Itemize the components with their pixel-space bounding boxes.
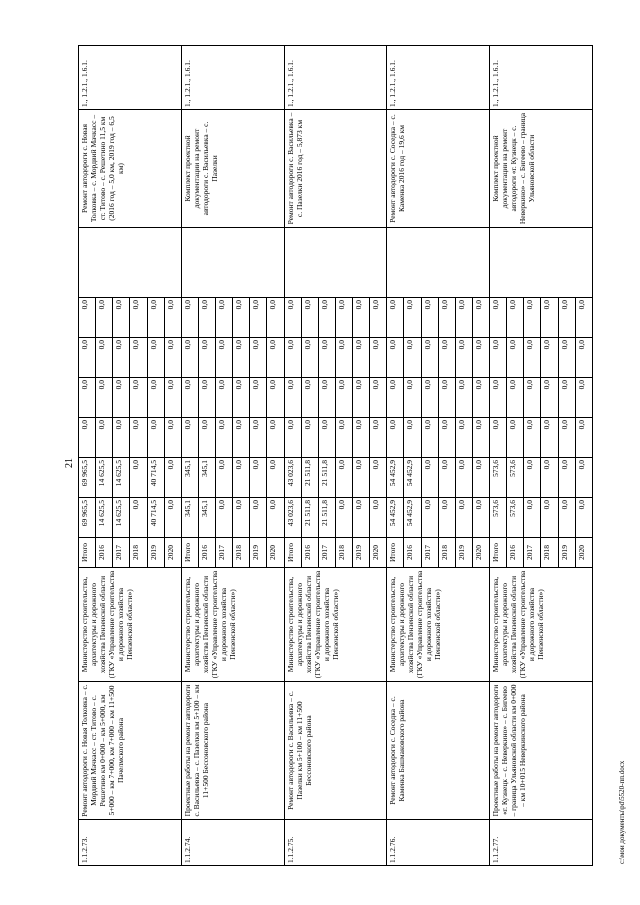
empty-cell <box>181 228 284 298</box>
funding-value: 0,0 <box>96 418 113 458</box>
year-cell: 2017 <box>421 538 438 568</box>
funding-value: 0,0 <box>301 378 318 418</box>
funding-value: 0,0 <box>455 458 472 498</box>
funding-value: 0,0 <box>318 298 335 338</box>
row-executor: Министерство строительства, архитектуры и дорожного хозяйства Пензенской области (ГКУ «Управление строительства и дорожного хозяйства Пензенской области») <box>181 568 284 682</box>
funding-value: 0,0 <box>335 338 352 378</box>
funding-value: 0,0 <box>353 338 370 378</box>
funding-value: 0,0 <box>233 458 250 498</box>
row-indicator-link: 1., 1.2.1., 1.6.1. <box>79 46 182 110</box>
funding-value: 43 023,6 <box>284 458 301 498</box>
row-executor: Министерство строительства, архитектуры и дорожного хозяйства Пензенской области (ГКУ «Управление строительства и дорожного хозяйства Пензенской области») <box>284 568 387 682</box>
funding-value: 0,0 <box>404 338 421 378</box>
funding-value: 0,0 <box>541 338 558 378</box>
table-row <box>387 46 404 866</box>
row-expected-result: Комплект проектной документации на ремонт автодороги «г. Кузнецк – с. Неверкино» – с. Бигеево – граница Ульяновской области <box>490 110 593 228</box>
funding-value: 0,0 <box>575 338 592 378</box>
funding-value: 0,0 <box>490 338 507 378</box>
funding-value: 345,1 <box>198 498 215 538</box>
funding-value: 0,0 <box>96 298 113 338</box>
funding-value: 0,0 <box>490 378 507 418</box>
row-executor: Министерство строительства, архитектуры и дорожного хозяйства Пензенской области (ГКУ «Управление строительства и дорожного хозяйства Пензенской области») <box>387 568 490 682</box>
funding-value: 0,0 <box>164 498 181 538</box>
funding-value: 0,0 <box>216 298 233 338</box>
year-cell: 2018 <box>233 538 250 568</box>
row-activity-name: Ремонт автодороги с. Новая Толковка – с. Мордвий Мачкасс – ст. Титово – с. Решетино км 0+000 – км 5+000, км 5+000 – км 7+000, км 7+000 – км 11+500 Пачелмского района <box>79 682 182 820</box>
year-cell: Итого <box>490 538 507 568</box>
funding-value: 0,0 <box>370 458 387 498</box>
row-expected-result: Комплект проектной документации на ремонт автодороги с. Васильевка – с. Пазелки <box>181 110 284 228</box>
funding-value: 0,0 <box>130 378 147 418</box>
funding-value: 0,0 <box>524 298 541 338</box>
funding-value: 0,0 <box>164 338 181 378</box>
funding-value: 0,0 <box>387 378 404 418</box>
funding-value: 0,0 <box>353 498 370 538</box>
funding-value: 54 452,9 <box>404 458 421 498</box>
funding-value: 0,0 <box>79 418 96 458</box>
year-cell: 2016 <box>404 538 421 568</box>
funding-value: 573,6 <box>507 458 524 498</box>
funding-value: 0,0 <box>558 378 575 418</box>
funding-value: 0,0 <box>455 498 472 538</box>
funding-value: 0,0 <box>250 298 267 338</box>
year-cell: 2017 <box>318 538 335 568</box>
funding-value: 0,0 <box>250 458 267 498</box>
funding-value: 0,0 <box>524 338 541 378</box>
row-activity-name: Проектные работы на ремонт автодороги «г. Кузнецк – с. Неверкино» – с. Бигеево – граница Ульяновской области км 0+000 – км 10+015 Неверкинского района <box>490 682 593 820</box>
funding-value: 0,0 <box>267 378 284 418</box>
table-row <box>181 46 198 866</box>
funding-value: 573,6 <box>490 498 507 538</box>
table-row <box>284 46 301 866</box>
funding-value: 0,0 <box>267 498 284 538</box>
year-cell: 2019 <box>558 538 575 568</box>
funding-value: 0,0 <box>524 378 541 418</box>
funding-value: 573,6 <box>507 498 524 538</box>
row-expected-result: Ремонт автодороги с. Васильевка – с. Пазелки 2016 год – 5,873 км <box>284 110 387 228</box>
funding-value: 0,0 <box>421 338 438 378</box>
year-cell: 2020 <box>267 538 284 568</box>
funding-value: 0,0 <box>353 458 370 498</box>
funding-value: 345,1 <box>198 458 215 498</box>
funding-value: 0,0 <box>472 338 489 378</box>
funding-value: 0,0 <box>370 298 387 338</box>
year-cell: 2020 <box>472 538 489 568</box>
funding-value: 0,0 <box>335 498 352 538</box>
empty-cell <box>284 228 387 298</box>
funding-value: 0,0 <box>250 498 267 538</box>
empty-cell <box>387 228 490 298</box>
funding-value: 0,0 <box>130 298 147 338</box>
row-executor: Министерство строительства, архитектуры и дорожного хозяйства Пензенской области (ГКУ «Управление строительства и дорожного хозяйства Пензенской области») <box>490 568 593 682</box>
funding-value: 54 452,9 <box>387 498 404 538</box>
funding-value: 0,0 <box>387 418 404 458</box>
year-cell: 2019 <box>455 538 472 568</box>
funding-value: 0,0 <box>113 418 130 458</box>
funding-value: 21 511,8 <box>301 498 318 538</box>
funding-value: 0,0 <box>438 298 455 338</box>
funding-value: 0,0 <box>233 298 250 338</box>
funding-value: 0,0 <box>455 418 472 458</box>
funding-value: 0,0 <box>284 378 301 418</box>
funding-value: 0,0 <box>233 498 250 538</box>
row-activity-name: Ремонт автодороги с. Васильевка – с. Пазелки км 5+100 – км 11+500 Бессоновского района <box>284 682 387 820</box>
funding-value: 0,0 <box>318 418 335 458</box>
funding-value: 0,0 <box>96 378 113 418</box>
funding-value: 0,0 <box>284 418 301 458</box>
funding-value: 0,0 <box>404 298 421 338</box>
funding-value: 0,0 <box>353 378 370 418</box>
funding-value: 0,0 <box>472 418 489 458</box>
year-cell: Итого <box>284 538 301 568</box>
year-cell: 2019 <box>250 538 267 568</box>
funding-value: 0,0 <box>198 338 215 378</box>
funding-value: 0,0 <box>216 378 233 418</box>
funding-value: 0,0 <box>130 338 147 378</box>
program-table <box>78 45 593 866</box>
funding-value: 0,0 <box>472 298 489 338</box>
funding-value: 0,0 <box>79 378 96 418</box>
funding-value: 0,0 <box>335 458 352 498</box>
year-cell: 2017 <box>113 538 130 568</box>
funding-value: 21 511,8 <box>318 498 335 538</box>
funding-value: 0,0 <box>524 458 541 498</box>
funding-value: 0,0 <box>130 458 147 498</box>
funding-value: 0,0 <box>421 378 438 418</box>
year-cell: 2020 <box>164 538 181 568</box>
empty-cell <box>79 228 182 298</box>
funding-value: 0,0 <box>507 418 524 458</box>
funding-value: 0,0 <box>164 378 181 418</box>
funding-value: 0,0 <box>250 338 267 378</box>
row-code: 1.1.2.75. <box>284 820 387 866</box>
funding-value: 0,0 <box>267 298 284 338</box>
row-indicator-link: 1., 1.2.1., 1.6.1. <box>181 46 284 110</box>
row-executor: Министерство строительства, архитектуры и дорожного хозяйства Пензенской области (ГКУ «Управление строительства и дорожного хозяйства Пензенской области») <box>79 568 182 682</box>
funding-value: 0,0 <box>301 418 318 458</box>
funding-value: 0,0 <box>318 378 335 418</box>
funding-value: 0,0 <box>181 298 198 338</box>
funding-value: 0,0 <box>164 298 181 338</box>
rotated-page <box>38 46 626 866</box>
funding-value: 0,0 <box>370 338 387 378</box>
funding-value: 0,0 <box>472 458 489 498</box>
funding-value: 0,0 <box>524 418 541 458</box>
funding-value: 0,0 <box>181 338 198 378</box>
funding-value: 69 965,5 <box>79 498 96 538</box>
funding-value: 0,0 <box>455 338 472 378</box>
funding-value: 43 023,6 <box>284 498 301 538</box>
funding-value: 0,0 <box>558 298 575 338</box>
funding-value: 0,0 <box>216 458 233 498</box>
funding-value: 0,0 <box>490 298 507 338</box>
funding-value: 0,0 <box>335 298 352 338</box>
funding-value: 0,0 <box>113 378 130 418</box>
row-code: 1.1.2.73. <box>79 820 182 866</box>
table-row <box>490 46 507 866</box>
file-path-footer: c:\мои документы\pd\5520-пп.docx <box>618 760 626 864</box>
funding-value: 0,0 <box>96 338 113 378</box>
year-cell: 2018 <box>541 538 558 568</box>
year-cell: Итого <box>79 538 96 568</box>
funding-value: 0,0 <box>181 418 198 458</box>
funding-value: 21 511,8 <box>318 458 335 498</box>
year-cell: 2016 <box>507 538 524 568</box>
funding-value: 0,0 <box>404 418 421 458</box>
funding-value: 0,0 <box>472 498 489 538</box>
funding-value: 0,0 <box>79 338 96 378</box>
funding-value: 54 452,9 <box>404 498 421 538</box>
funding-value: 0,0 <box>507 298 524 338</box>
year-cell: 2020 <box>575 538 592 568</box>
funding-value: 0,0 <box>216 418 233 458</box>
funding-value: 0,0 <box>575 298 592 338</box>
row-indicator-link: 1., 1.2.1., 1.6.1. <box>490 46 593 110</box>
funding-value: 0,0 <box>575 418 592 458</box>
funding-value: 0,0 <box>198 378 215 418</box>
funding-value: 14 625,5 <box>96 498 113 538</box>
funding-value: 0,0 <box>575 498 592 538</box>
funding-value: 0,0 <box>250 378 267 418</box>
page-number: 21 <box>64 458 75 468</box>
funding-value: 0,0 <box>421 498 438 538</box>
funding-value: 0,0 <box>147 418 164 458</box>
row-activity-name: Проектные работы на ремонт автодороги с. Васильевка – с. Пазелки км 5+100 – км 11+500 Бессоновского района <box>181 682 284 820</box>
funding-value: 0,0 <box>284 298 301 338</box>
funding-value: 0,0 <box>541 418 558 458</box>
funding-value: 0,0 <box>455 298 472 338</box>
funding-value: 0,0 <box>318 338 335 378</box>
funding-value: 0,0 <box>353 418 370 458</box>
funding-value: 0,0 <box>233 418 250 458</box>
funding-value: 0,0 <box>79 298 96 338</box>
funding-value: 0,0 <box>541 298 558 338</box>
funding-value: 0,0 <box>335 378 352 418</box>
funding-value: 0,0 <box>455 378 472 418</box>
funding-value: 0,0 <box>370 378 387 418</box>
funding-value: 0,0 <box>438 498 455 538</box>
funding-value: 0,0 <box>558 418 575 458</box>
funding-value: 0,0 <box>575 378 592 418</box>
funding-value: 0,0 <box>147 298 164 338</box>
funding-value: 0,0 <box>472 378 489 418</box>
funding-value: 0,0 <box>130 418 147 458</box>
funding-value: 0,0 <box>233 378 250 418</box>
year-cell: 2018 <box>130 538 147 568</box>
funding-value: 0,0 <box>147 378 164 418</box>
funding-value: 0,0 <box>541 458 558 498</box>
year-cell: 2019 <box>147 538 164 568</box>
funding-value: 0,0 <box>541 378 558 418</box>
funding-value: 0,0 <box>113 338 130 378</box>
funding-value: 69 965,5 <box>79 458 96 498</box>
funding-value: 0,0 <box>267 418 284 458</box>
funding-value: 0,0 <box>130 498 147 538</box>
funding-value: 0,0 <box>421 298 438 338</box>
funding-value: 0,0 <box>524 498 541 538</box>
row-expected-result: Ремонт автодороги с. Соседка – с. Каменка 2016 год – 19,6 км <box>387 110 490 228</box>
row-code: 1.1.2.74. <box>181 820 284 866</box>
funding-value: 0,0 <box>575 458 592 498</box>
funding-value: 345,1 <box>181 458 198 498</box>
funding-value: 0,0 <box>250 418 267 458</box>
funding-value: 0,0 <box>301 338 318 378</box>
funding-value: 0,0 <box>233 338 250 378</box>
funding-value: 0,0 <box>147 338 164 378</box>
year-cell: 2016 <box>96 538 113 568</box>
funding-value: 0,0 <box>216 498 233 538</box>
funding-value: 0,0 <box>558 498 575 538</box>
year-cell: 2016 <box>198 538 215 568</box>
funding-value: 0,0 <box>438 378 455 418</box>
year-cell: 2020 <box>370 538 387 568</box>
table-row <box>79 46 96 866</box>
funding-value: 0,0 <box>301 298 318 338</box>
funding-value: 0,0 <box>507 378 524 418</box>
funding-value: 573,6 <box>490 458 507 498</box>
funding-value: 54 452,9 <box>387 458 404 498</box>
empty-cell <box>490 228 593 298</box>
funding-value: 0,0 <box>438 338 455 378</box>
year-cell: Итого <box>387 538 404 568</box>
year-cell: 2016 <box>301 538 318 568</box>
funding-value: 0,0 <box>541 498 558 538</box>
year-cell: 2017 <box>524 538 541 568</box>
year-cell: 2017 <box>216 538 233 568</box>
funding-value: 0,0 <box>387 298 404 338</box>
row-indicator-link: 1., 1.2.1., 1.6.1. <box>387 46 490 110</box>
row-expected-result: Ремонт автодороги с. Новая Толковка – с. Мордвий Мачкасс – ст. Титово – с. Решетино 11,5 км (2016 год – 5,0 км, 2019 год – 6,5 км) <box>79 110 182 228</box>
row-code: 1.1.2.77. <box>490 820 593 866</box>
funding-value: 14 625,5 <box>96 458 113 498</box>
funding-value: 40 714,5 <box>147 458 164 498</box>
funding-value: 0,0 <box>267 338 284 378</box>
funding-value: 0,0 <box>267 458 284 498</box>
funding-value: 0,0 <box>284 338 301 378</box>
funding-value: 0,0 <box>404 378 421 418</box>
funding-value: 0,0 <box>558 338 575 378</box>
funding-value: 0,0 <box>438 458 455 498</box>
funding-value: 0,0 <box>198 298 215 338</box>
funding-value: 0,0 <box>421 418 438 458</box>
funding-value: 14 625,5 <box>113 458 130 498</box>
year-cell: 2018 <box>438 538 455 568</box>
funding-value: 0,0 <box>507 338 524 378</box>
funding-value: 0,0 <box>370 418 387 458</box>
funding-value: 0,0 <box>490 418 507 458</box>
funding-value: 0,0 <box>216 338 233 378</box>
funding-value: 0,0 <box>438 418 455 458</box>
funding-value: 21 511,8 <box>301 458 318 498</box>
funding-value: 0,0 <box>370 498 387 538</box>
funding-value: 0,0 <box>387 338 404 378</box>
row-activity-name: Ремонт автодороги с. Соседка – с. Каменка Башмаковского района <box>387 682 490 820</box>
funding-value: 40 714,5 <box>147 498 164 538</box>
funding-value: 14 625,5 <box>113 498 130 538</box>
year-cell: 2019 <box>353 538 370 568</box>
funding-value: 0,0 <box>164 418 181 458</box>
funding-value: 0,0 <box>181 378 198 418</box>
funding-value: 0,0 <box>335 418 352 458</box>
funding-value: 0,0 <box>558 458 575 498</box>
funding-value: 0,0 <box>164 458 181 498</box>
funding-value: 0,0 <box>113 298 130 338</box>
row-code: 1.1.2.76. <box>387 820 490 866</box>
funding-value: 0,0 <box>198 418 215 458</box>
row-indicator-link: 1., 1.2.1., 1.6.1. <box>284 46 387 110</box>
year-cell: 2018 <box>335 538 352 568</box>
funding-value: 345,1 <box>181 498 198 538</box>
funding-value: 0,0 <box>421 458 438 498</box>
year-cell: Итого <box>181 538 198 568</box>
funding-value: 0,0 <box>353 298 370 338</box>
